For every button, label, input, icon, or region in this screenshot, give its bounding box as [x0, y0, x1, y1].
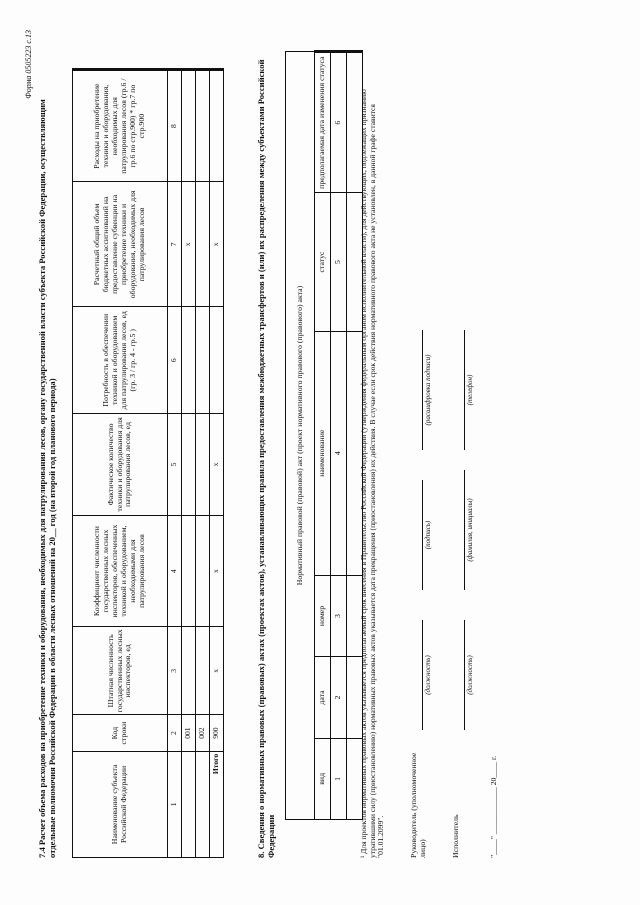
header-cell: Расчетный общий объем бюджетных ассигнований на предоставление субвенции на приобретение техники и оборудования, необходимых для патрулирования лесов [73, 182, 168, 307]
table-cell[interactable] [182, 515, 196, 626]
position-line [422, 620, 423, 730]
signature-line [422, 480, 423, 590]
table-row [196, 70, 210, 858]
table-cell: х [210, 515, 224, 626]
col-number: 6 [168, 307, 182, 414]
header-cell: Фактическое количество техники и оборудования для патрулирования лесов, ед [73, 414, 168, 516]
header-cell: наименование [315, 331, 331, 575]
caption-position: (должность) [424, 655, 432, 695]
table-header-row [315, 52, 331, 820]
column-number-row [331, 52, 347, 820]
header-cell: вид [315, 738, 331, 819]
total-label: Итого [210, 751, 224, 857]
table-cell[interactable] [196, 751, 210, 857]
col-number: 3 [168, 627, 182, 715]
header-cell: Расходы на приобретение техники и оборудования, необходимых для патрулирования лесов (гр.6 / гр.6 по стр.900) * гр.7 по стр.900 [73, 70, 168, 182]
date-line: "____" ____________ 20____ г. [489, 755, 498, 858]
col-number: 8 [168, 70, 182, 182]
header-cell: Потребность в обеспечении техникой и оборудованием для патрулирования лесов, ед (гр. 3 / гр. 4 - гр.5 ) [73, 307, 168, 414]
table-cell[interactable] [196, 515, 210, 626]
row-code: 900 [210, 715, 224, 751]
decoding-line [422, 330, 423, 450]
header-cell: дата [315, 657, 331, 738]
table-cell: х [210, 627, 224, 715]
executor-label: Исполнитель [451, 814, 460, 858]
table-cell: х [210, 182, 224, 307]
fio-line [464, 470, 465, 590]
col-number: 7 [168, 182, 182, 307]
header-cell: Код строки [73, 715, 168, 751]
caption-phone: (телефон) [466, 374, 474, 406]
group-header: Нормативный правовой (правовой) акт (проект нормативного правового (правового) акта) [286, 52, 315, 820]
col-number: 1 [331, 738, 347, 819]
row-code: 002 [196, 715, 210, 751]
row-code: 001 [182, 715, 196, 751]
section-8-title: 8. Сведения о нормативных правовых (правовых) актах (проектах актов), устанавливающих правила предоставления межбюджетных трансфертов и (или) их распределения между субъектами Российской Федерации [256, 59, 276, 858]
header-cell: Наименование субъекта Российской Федерации [73, 751, 168, 857]
col-number: 4 [331, 331, 347, 575]
table-cell[interactable] [182, 307, 196, 414]
header-cell: статус [315, 193, 331, 331]
section-8-table [285, 50, 363, 820]
section-7-4-title: 7.4 Расчет объема расходов на приобретение техники и оборудования, необходимых для патрулирования лесов, органу государственной власти субъекта Российской Федерации, осуществляющим отдельные полномочия Российской Федерации в области лесных отношений на 20__ год (на второй год планового периода) [37, 99, 57, 858]
header-cell: номер [315, 575, 331, 657]
header-cell: Коэффициент численности государственных лесных инспекторов, обеспеченных техникой и оборудованием, необходимыми для патрулирования лесов [73, 515, 168, 626]
col-number: 6 [331, 52, 347, 193]
table-cell[interactable] [182, 414, 196, 516]
table-row [182, 70, 196, 858]
footnote: ¹ Для проектов нормативных правовых актов указывается предполагаемый срок внесения в Правительство Российской Федерации (утверждения федеральным органом исполнительной власти), для действующих, подлежащих признанию утратившими силу (приостановлению) нормативных правовых актов указывается дата прекращения (приостановления) их действия. В случае если срок действия нормативного правового акта не установлен, в данной графе ставится "01.01.2099". [359, 89, 386, 858]
caption-signature: (подпись) [424, 520, 432, 550]
column-number-row [168, 70, 182, 858]
col-number: 5 [331, 193, 347, 331]
table-cell[interactable] [196, 627, 210, 715]
head-label: Руководитель (уполномоченное лицо) [409, 752, 427, 858]
col-number: 2 [331, 657, 347, 738]
table-cell[interactable] [196, 70, 210, 182]
header-cell: Штатная численность государственных лесных инспекторов, ед [73, 627, 168, 715]
table-header-row [73, 70, 168, 858]
phone-line [464, 330, 465, 450]
col-number: 3 [331, 575, 347, 657]
group-header-row [286, 52, 315, 820]
rotated-form [20, 20, 620, 880]
caption-decoding: (расшифровка подписи) [424, 354, 432, 426]
caption-position: (должность) [466, 655, 474, 695]
total-row [210, 70, 224, 858]
table-cell: х [182, 182, 196, 307]
table-cell: х [210, 414, 224, 516]
table-cell[interactable] [196, 414, 210, 516]
table-cell[interactable] [182, 751, 196, 857]
position-line [464, 620, 465, 730]
col-number: 1 [168, 751, 182, 857]
section-7-4-table [72, 68, 224, 858]
table-cell[interactable] [196, 307, 210, 414]
caption-fio: (фамилия, инициалы) [466, 498, 474, 562]
col-number: 5 [168, 414, 182, 516]
col-number: 2 [168, 715, 182, 751]
header-cell: предполагаемая дата изменения статуса [315, 52, 331, 193]
table-cell[interactable] [210, 307, 224, 414]
table-cell[interactable] [196, 182, 210, 307]
col-number: 4 [168, 515, 182, 626]
table-cell[interactable] [210, 70, 224, 182]
table-cell[interactable] [182, 70, 196, 182]
form-code: Форма 0505223 с.13 [24, 30, 33, 99]
table-cell[interactable] [182, 627, 196, 715]
